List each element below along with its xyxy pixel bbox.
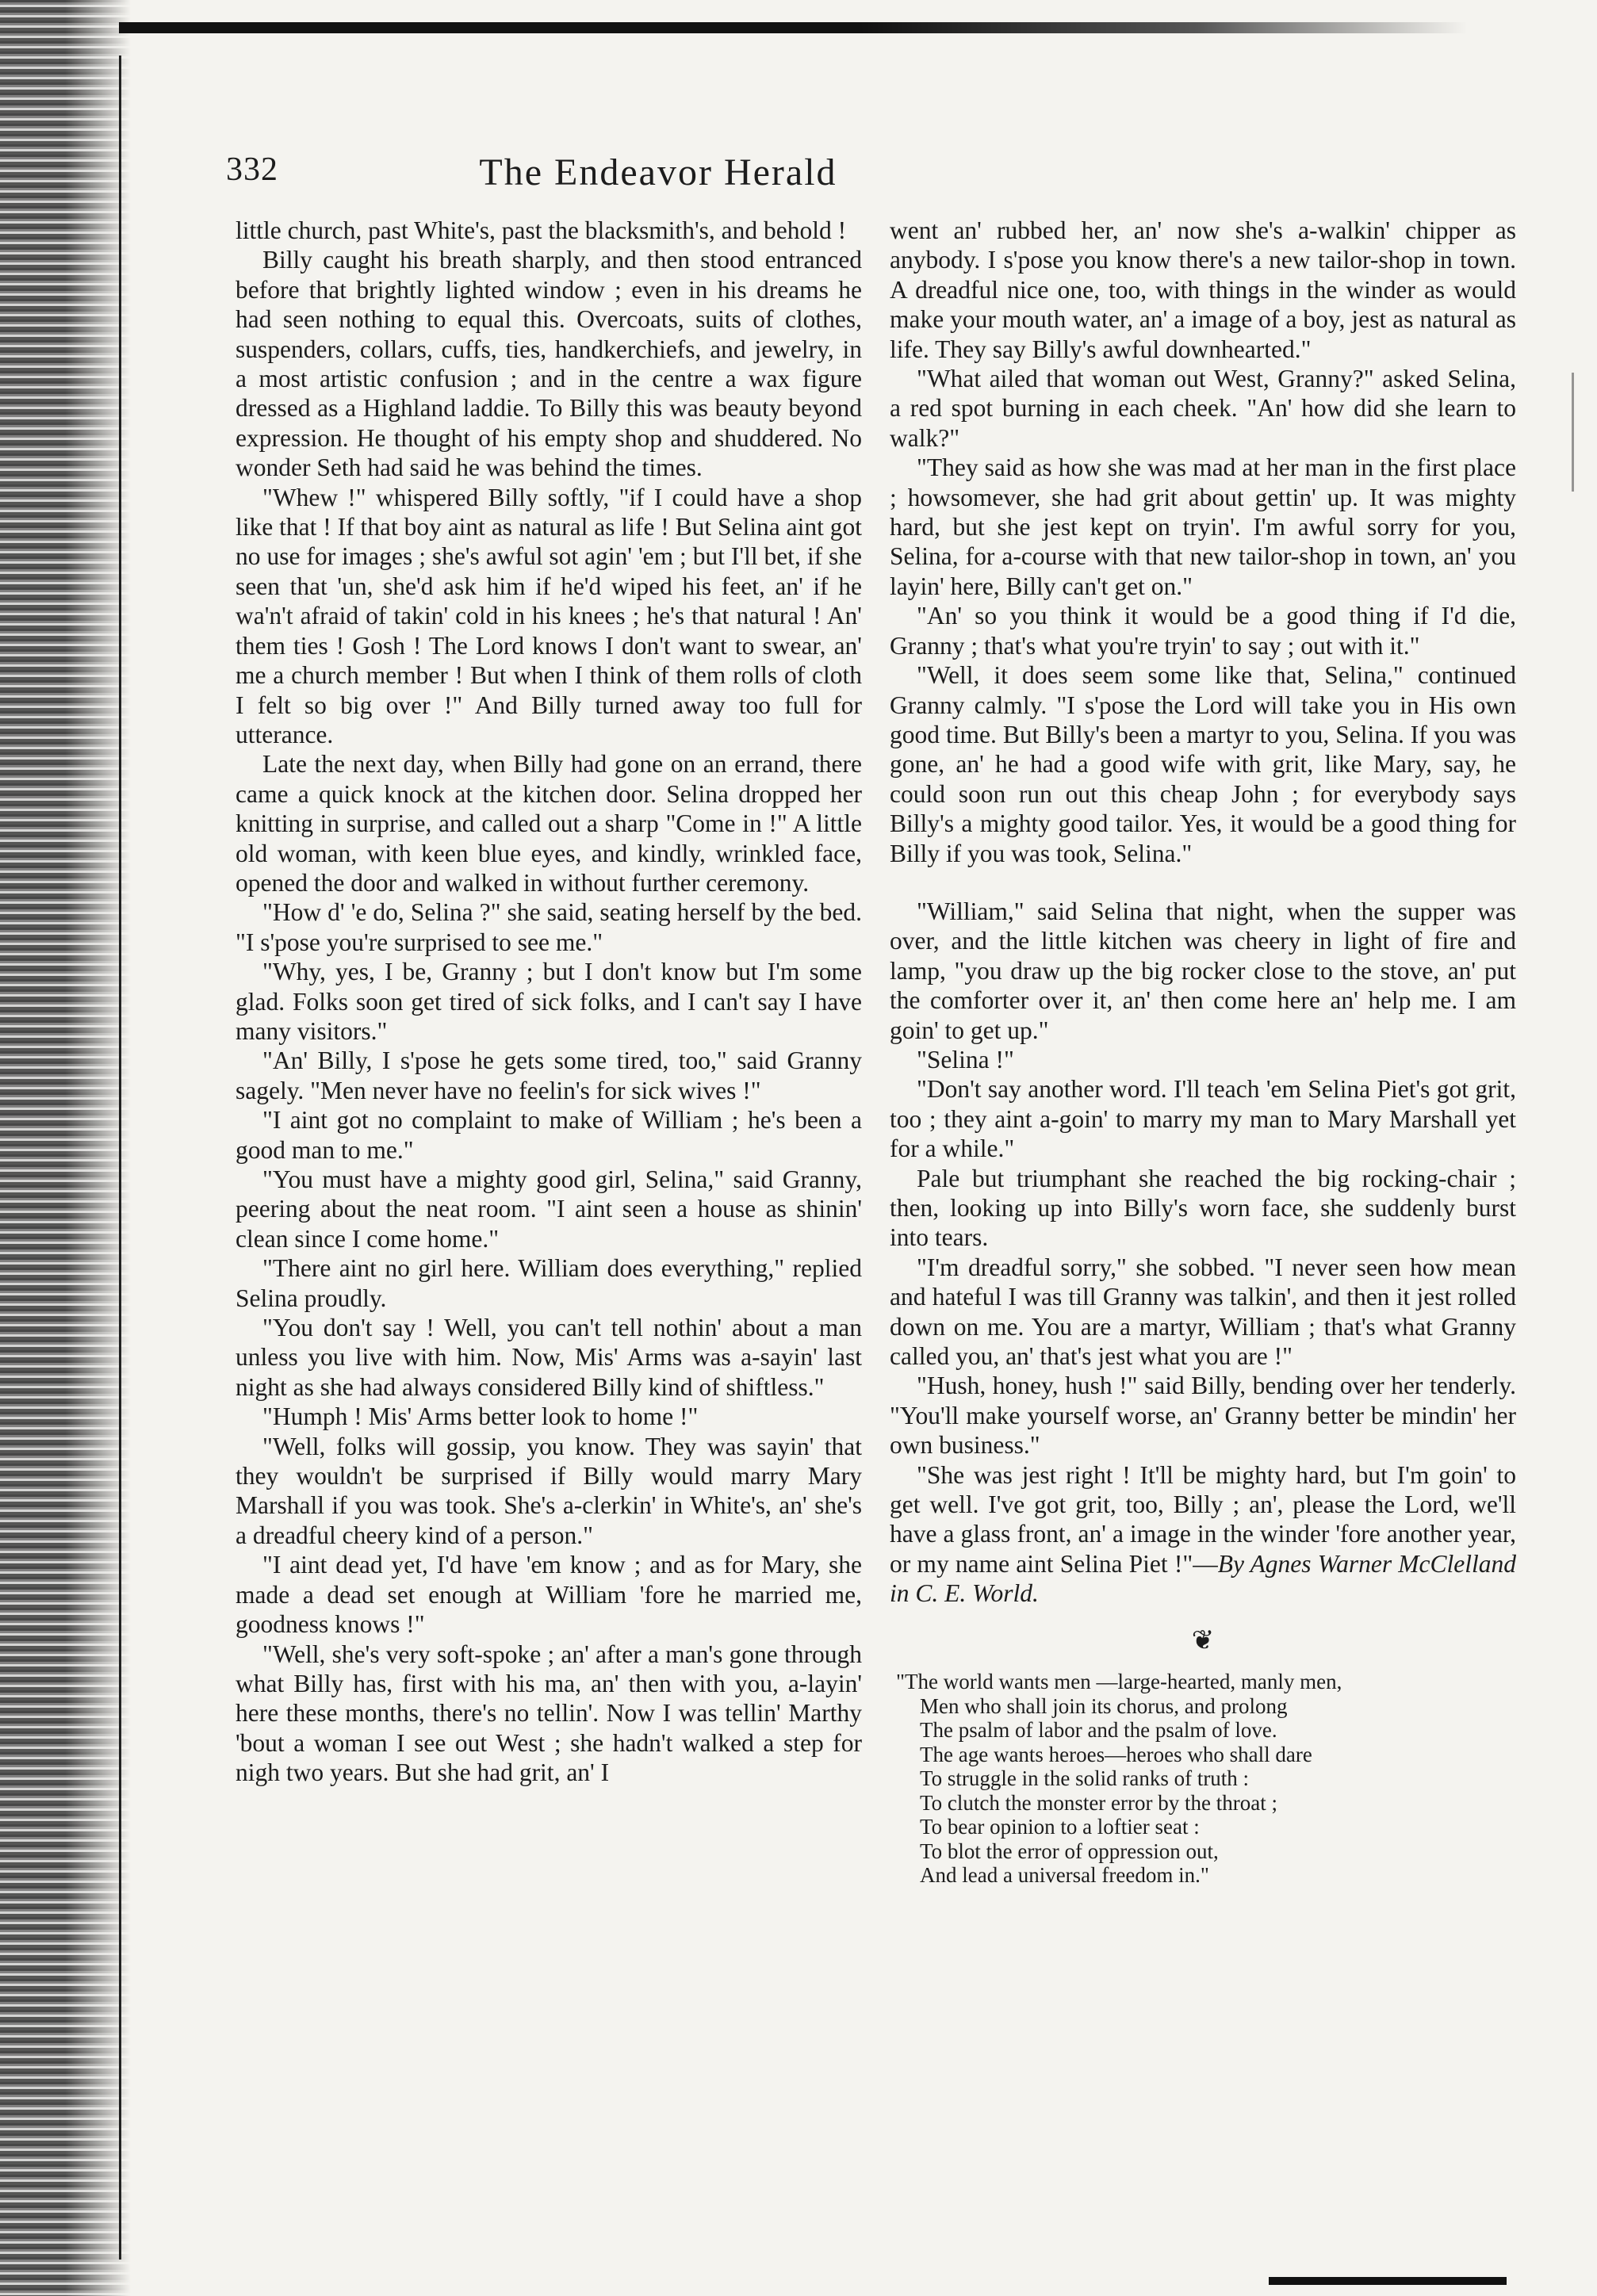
paragraph: Billy caught his breath sharply, and then stood entranced before that brightly lighted window ; even in his dreams he had seen nothing to equal this. Overcoats, suits of clothes, suspenders, collars, cuffs, ties, handkerchiefs, and jewelry, in a most artistic confusion ; and in the centre a wax figure dressed as a Highland laddie. To Billy this was beauty beyond expression. He thought of his empty shop and shuddered. No wonder Seth had said he was behind the times.	[236, 246, 862, 482]
binding-gutter	[0, 0, 131, 2296]
paragraph: "William," said Selina that night, when the supper was over, and the little kitchen was cheery in light of fire and lamp, "you draw up the big rocker close to the stove, an' put the comforter over it, an' then come here an' help me. I am goin' to get up."	[890, 897, 1516, 1044]
paragraph: Pale but triumphant she reached the big rocking-chair ; then, looking up into Billy's worn face, she suddenly burst into tears.	[890, 1164, 1516, 1252]
paragraph: "Well, she's very soft-spoke ; an' after a man's gone through what Billy has, first with his ma, an' then with you, a-layin' here these months, there's no tellin'. Now I was tellin' Marthy 'bout a woman I see out West ; she hadn't walked a step for nigh two years. But she had grit, an' I	[236, 1640, 862, 1787]
paragraph: "Don't say another word. I'll teach 'em Selina Piet's got grit, too ; they aint a-goin' to marry my man to Mary Marshall yet for a while."	[890, 1075, 1516, 1163]
paragraph: "You must have a mighty good girl, Selina," said Granny, peering about the neat room. "I aint seen a house as shinin' clean since I come home."	[236, 1165, 862, 1253]
paragraph: "They said as how she was mad at her man in the first place ; howsomever, she had grit about gettin' up. It was mighty hard, but she jest kept on tryin'. I'm awful sorry for you, Selina, for a-course with that new tailor-shop in town, an' you layin' here, Billy can't get on."	[890, 453, 1516, 600]
paragraph: "Humph ! Mis' Arms better look to home !"	[262, 1402, 699, 1431]
attribution: By Agnes Warner McClelland in C. E. World.	[890, 1549, 1517, 1608]
paragraph: "You don't say ! Well, you can't tell nothin' about a man unless you live with him. Now, Mis' Arms was a-sayin' last night as she had always considered Billy kind of shiftless."	[236, 1314, 862, 1401]
poem-line: To blot the error of oppression out,	[920, 1839, 1219, 1863]
paragraph: Late the next day, when Billy had gone on an errand, there came a quick knock at the kitchen door. Selina dropped her knitting in surprise, and called out a sharp "Come in !" A little old woman, with keen blue eyes, and kindly, wrinkled face, opened the door and walked in without further ceremony.	[236, 750, 862, 897]
paragraph: little church, past White's, past the blacksmith's, and behold !	[236, 216, 847, 244]
poem-line: "The world wants men —large-hearted, manly men,	[896, 1670, 1342, 1694]
margin-marks	[1572, 373, 1577, 492]
page-header	[226, 151, 1090, 206]
paragraph: "An' so you think it would be a good thing if I'd die, Granny ; that's what you're tryin' to say ; out with it."	[890, 602, 1516, 660]
paragraph: "How d' 'e do, Selina ?" she said, seating herself by the bed. "I s'pose you're surprised to see me."	[236, 898, 862, 956]
poem-line: To bear opinion to a loftier seat :	[920, 1815, 1200, 1839]
poem-line: The psalm of labor and the psalm of love.	[920, 1718, 1277, 1743]
poem-line: To struggle in the solid ranks of truth :	[920, 1766, 1250, 1791]
top-rule	[119, 22, 1467, 33]
paragraph: "I aint got no complaint to make of William ; he's been a good man to me."	[236, 1106, 862, 1164]
paragraph-with-attribution	[890, 1460, 1516, 1609]
paragraph: "I aint dead yet, I'd have 'em know ; and as for Mary, she made a dead set enough at William 'fore he married me, goodness knows !"	[236, 1551, 862, 1639]
journal-title: The Endeavor Herald	[479, 151, 837, 193]
paragraph: "Well, it does seem some like that, Selina," continued Granny calmly. "I s'pose the Lord will take you in His own good time. But Billy's been a martyr to you, Selina. If you was gone, an' he had a good wife with grit, like Mary, say, he could soon run out this cheap John ; for everybody says Billy's a mighty good tailor. Yes, it would be a good thing for Billy if you was took, Selina."	[890, 661, 1516, 867]
paragraph: "Whew !" whispered Billy softly, "if I could have a shop like that ! If that boy aint as natural as life ! But Selina aint got no use for images ; she's awful sot agin' 'em ; but I'll bet, if she seen that 'un, she'd ask him if he'd wiped his feet, an' if he wa'n't afraid of takin' cold in his knees ; he's that natural ! An' them ties ! Gosh ! The Lord knows I don't want to swear, an' me a church member ! But when I think of them rolls of cloth I felt so big over !" And Billy turned away too full for utterance.	[236, 483, 862, 748]
ornament-icon: ❦	[1191, 1625, 1215, 1655]
paragraph: "What ailed that woman out West, Granny?" asked Selina, a red spot burning in each cheek. "An' how did she learn to walk?"	[890, 365, 1516, 452]
poem-line: To clutch the monster error by the throat ;	[920, 1790, 1277, 1815]
paragraph: "An' Billy, I s'pose he gets some tired, too," said Granny sagely. "Men never have no feelin's for sick wives !"	[236, 1047, 862, 1104]
paragraph: "I'm dreadful sorry," she sobbed. "I never seen how mean and hateful I was till Granny was talkin', and then it jest rolled down on me. You are a martyr, William ; that's what Granny called you, an' that's jest what you are !"	[890, 1253, 1516, 1371]
bottom-rule	[1269, 2277, 1507, 2285]
left-column	[236, 216, 862, 1788]
poem	[896, 1670, 1516, 1888]
paragraph-text: "She was jest right ! It'll be mighty hard, but I'm goin' to get well. I've got grit, too, Billy ; an', please the Lord, we'll have a glass front, an' a image in the winder 'fore another year, or my name aint Selina Piet !"—	[890, 1460, 1516, 1578]
paragraph: "Why, yes, I be, Granny ; but I don't know but I'm some glad. Folks soon get tired of sick folks, and I can't say I have many visitors."	[236, 958, 862, 1045]
page-number: 332	[226, 151, 278, 188]
gutter-edge-line	[119, 55, 121, 2260]
paragraph: "There aint no girl here. William does everything," replied Selina proudly.	[236, 1254, 862, 1312]
paragraph: "Hush, honey, hush !" said Billy, bending over her tenderly. "You'll make yourself worse, an' Granny better be mindin' her own business."	[890, 1372, 1516, 1460]
paragraph: "Well, folks will gossip, you know. They was sayin' that they wouldn't be surprised if Billy would marry Mary Marshall if you was took. She's a-clerkin' in White's, an' she's a dreadful cheery kind of a person."	[236, 1432, 862, 1549]
paragraph: went an' rubbed her, an' now she's a-walkin' chipper as anybody. I s'pose you know there's a new tailor-shop in town. A dreadful nice one, too, with things in the winder as would make your mouth water, an' a image of a boy, jest as natural as life. They say Billy's awful downhearted."	[890, 216, 1516, 363]
paragraph: "Selina !"	[917, 1045, 1014, 1073]
poem-line: The age wants heroes—heroes who shall dare	[920, 1742, 1312, 1766]
poem-line: Men who shall join its chorus, and prolong	[920, 1693, 1288, 1718]
right-column	[890, 216, 1516, 1888]
poem-line: And lead a universal freedom in."	[920, 1863, 1209, 1888]
